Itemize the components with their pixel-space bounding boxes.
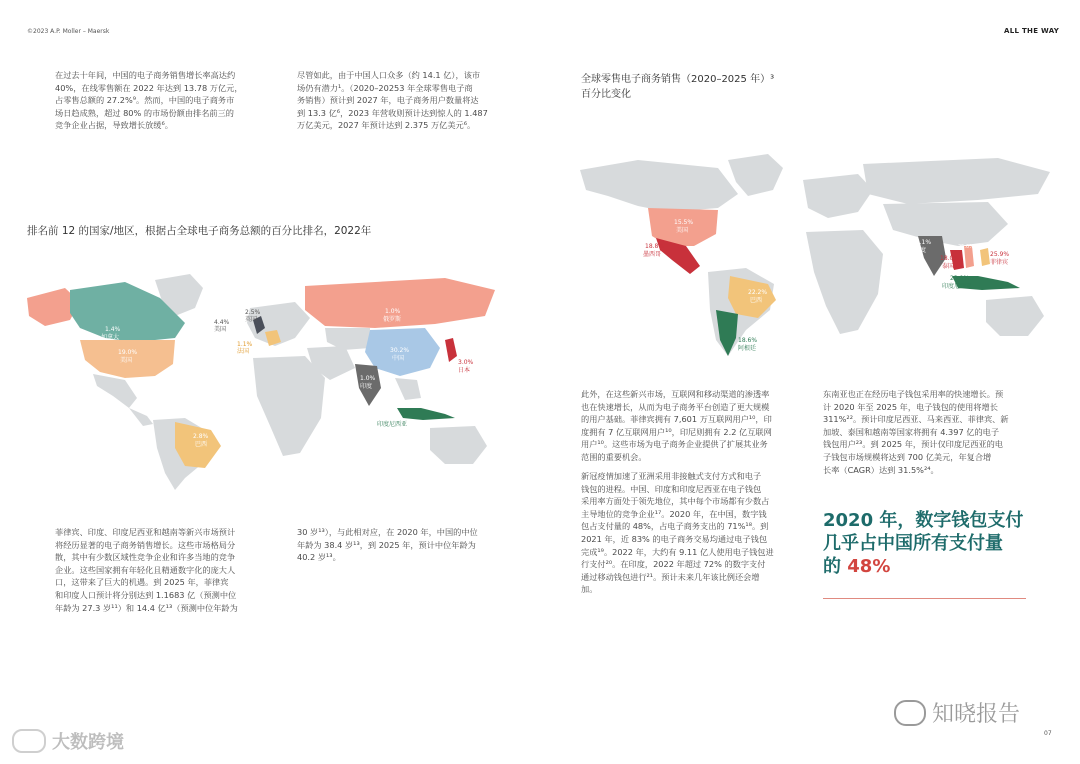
north-america-shape-r: [580, 160, 738, 212]
greenland-shape-r: [728, 154, 783, 196]
philippines-shape-r: [980, 248, 990, 266]
callout-line-1: 2020 年，数字钱包支付: [823, 510, 1024, 531]
internet-penetration-paragraph: 此外，在这些新兴市场，互联网和移动渠道的渗透率 也在快速增长，从而为电子商务平台创造了更大规模 的用户基础。菲律宾拥有 7,601 万互联网用户¹⁰，印 度拥有 7 亿互联网用户¹⁰，印尼则拥有 2.2 亿互联网 用户¹⁰。这些市场为电子商务企业提供了扩展其业务 范围的重要机会。: [581, 389, 772, 462]
label-pct-thailand-r: 18.0%: [940, 255, 960, 262]
label-name-india-r: 印度: [914, 247, 927, 254]
argentina-shape-r: [716, 310, 738, 356]
label-pct-philippines-r: 25.9%: [990, 251, 1010, 258]
callout-prefix: 的: [823, 556, 848, 577]
southeast-asia-shape: [395, 378, 421, 400]
callout-line-2: 几乎占中国所有支付量: [823, 533, 1003, 554]
cloud-logo-icon: [12, 729, 46, 753]
label-pct-france: 1.1%: [237, 341, 253, 348]
label-name-brazil-r: 巴西: [750, 297, 763, 304]
label-pct-vietnam-r: 25.0%: [958, 244, 974, 250]
label-name-canada: 加拿大: [101, 334, 120, 341]
label-name-uk: 英国: [245, 316, 258, 323]
left-world-map: [25, 268, 505, 493]
callout-underline: [823, 598, 1026, 599]
copyright: ©2023 A.P. Moller – Maersk: [27, 28, 110, 35]
label-pct-usa: 19.0%: [118, 349, 138, 356]
page-number: 07: [1044, 730, 1052, 737]
intro-paragraph-2: 尽管如此，由于中国人口众多（约 14.1 亿），该市 场仍有潜力¹。（2020–20253 年全球零售电子商 务销售）预计到 2027 年，电子商务用户数量将达 到 13.3 亿⁶，2023 年营收则预计达到惊人的 1.487 万亿美元，2027 年预计达到 2.375 万亿美元⁶。: [297, 70, 488, 131]
label-name-argentina-r: 阿根廷: [738, 345, 757, 352]
right-world-map: [578, 150, 1056, 360]
europe-shape-r: [803, 174, 873, 218]
label-pct-russia: 1.0%: [385, 308, 401, 315]
callout-line-3: [823, 555, 1043, 578]
russia-shape-r: [863, 158, 1050, 204]
label-pct-china: 30.2%: [390, 347, 410, 354]
wechat-icon: [894, 700, 926, 726]
right-map-title: 全球零售电子商务销售（2020–2025 年）³ 百分比变化: [581, 74, 775, 100]
label-name-thailand-r: 泰国: [942, 263, 955, 270]
label-pct-canada: 1.4%: [105, 326, 121, 333]
label-name-mexico-r: 墨西哥: [643, 251, 662, 258]
label-name-us-2: 美国: [214, 326, 227, 333]
label-pct-japan: 3.0%: [458, 359, 474, 366]
label-pct-brazil: 2.8%: [193, 433, 209, 440]
label-name-philippines-r: 菲律宾: [990, 259, 1009, 266]
callout-percent: 48%: [847, 556, 891, 577]
africa-shape-r: [806, 230, 883, 334]
central-america-shape: [129, 408, 153, 426]
australia-shape-r: [986, 296, 1044, 336]
brand-mark: ALL THE WAY: [1004, 27, 1060, 35]
label-name-indonesia-r: 印度尼西亚: [942, 283, 973, 290]
australia-shape: [430, 426, 487, 464]
label-pct-usa-r: 15.5%: [674, 219, 694, 226]
label-name-usa: 美国: [120, 357, 133, 364]
label-name-indonesia: 印度尼西亚: [377, 421, 408, 428]
label-name-brazil: 巴西: [195, 441, 208, 448]
label-pct-india: 1.0%: [360, 375, 376, 382]
label-pct-argentina-r: 18.6%: [738, 337, 758, 344]
intro-paragraph-1: 在过去十年间，中国的电子商务销售增长率高达约 40%，在线零售额在 2022 年达到 13.78 万亿元， 占零售总额的 27.2%⁹。然而，中国的电子商务市 场日趋成熟，超过 80% 的市场份额由排名前三的 竞争企业占据，导致增长放缓⁶。: [55, 70, 243, 131]
label-name-china: 中国: [392, 355, 405, 362]
watermark-left: [12, 728, 124, 754]
label-name-usa-r: 美国: [676, 227, 689, 234]
label-name-japan: 日本: [458, 367, 471, 374]
watermark-right-text: 知晓报告: [932, 702, 1021, 727]
asia-shape-r: [883, 202, 1008, 246]
label-pct-india-r: 25.1%: [912, 239, 932, 246]
label-pct-brazil-r: 22.2%: [748, 289, 768, 296]
label-pct-uk: 2.5%: [245, 309, 261, 316]
label-pct-indonesia-r: 23.0%: [950, 275, 970, 282]
label-name-russia: 俄罗斯: [383, 316, 402, 323]
africa-shape: [253, 356, 325, 456]
ewallet-asia-paragraph: 新冠疫情加速了亚洲采用非接触式支付方式和电子 钱包的进程。中国、印度和印度尼西亚在电子钱包 采用率方面处于领先地位，其中每个市场都有少数占 主导地位的竞争企业¹⁷。2020 年，在中国，数字钱 包占支付量的 48%，占电子商务支出的 71%¹⁸。到 2021 年，近 83% 的电子商务交易均通过电子钱包 完成¹⁹。2022 年，大约有 9.11 亿人使用电子钱包进 行支付²⁰。在印度，2022 年超过 72% 的数字支付 通过移动钱包进行²¹。预计未来几年该比例还会增 加。: [581, 471, 774, 595]
median-age-paragraph: 30 岁¹³），与此相对应，在 2020 年，中国的中位 年龄为 38.4 岁¹³，到 2025 年，预计中位年龄为 40.2 岁¹³。: [297, 527, 478, 563]
watermark-left-text: 大数跨境: [52, 732, 124, 753]
label-name-india: 印度: [360, 383, 373, 390]
wallet-callout: [823, 509, 1043, 578]
left-map-title: 排名前 12 的国家/地区，根据占全球电子商务总额的百分比排名，2022年: [27, 225, 372, 237]
sea-ewallet-paragraph: 东南亚也正在经历电子钱包采用率的快速增长。预 计 2020 年至 2025 年，电子钱包的使用将增长 311%²²。预计印度尼西亚、马来西亚、菲律宾、新 加坡、泰国和越南等国家将拥有 4.397 亿的电子 钱包用户²³。到 2025 年，预计仅印度尼西亚的电 子钱包市场规模将达到 700 亿美元，年复合增 长率（CAGR）达到 31.5%²⁴。: [823, 389, 1009, 475]
label-name-france: 法国: [237, 348, 250, 355]
label-pct-mexico-r: 18.8%: [645, 243, 665, 250]
emerging-markets-paragraph: 菲律宾、印度、印度尼西亚和越南等新兴市场预计 将经历显著的电子商务销售增长。这些市场格局分 散，其中有少数区域性竞争企业和许多当地的竞争 企业。这些国家拥有年轻化且精通数字化的庞大人 口，这带来了巨大的机遇。到 2025 年，菲律宾 和印度人口预计将分别达到 1.1683 亿（预测中位 年龄为 27.3 岁¹¹）和 14.4 亿¹³（预测中位年龄为: [55, 527, 238, 613]
label-pct-us-2: 4.4%: [214, 319, 230, 326]
japan-shape: [445, 338, 457, 362]
watermark-right: [894, 697, 1020, 728]
mexico-shape: [93, 374, 137, 408]
indonesia-shape: [397, 408, 455, 420]
